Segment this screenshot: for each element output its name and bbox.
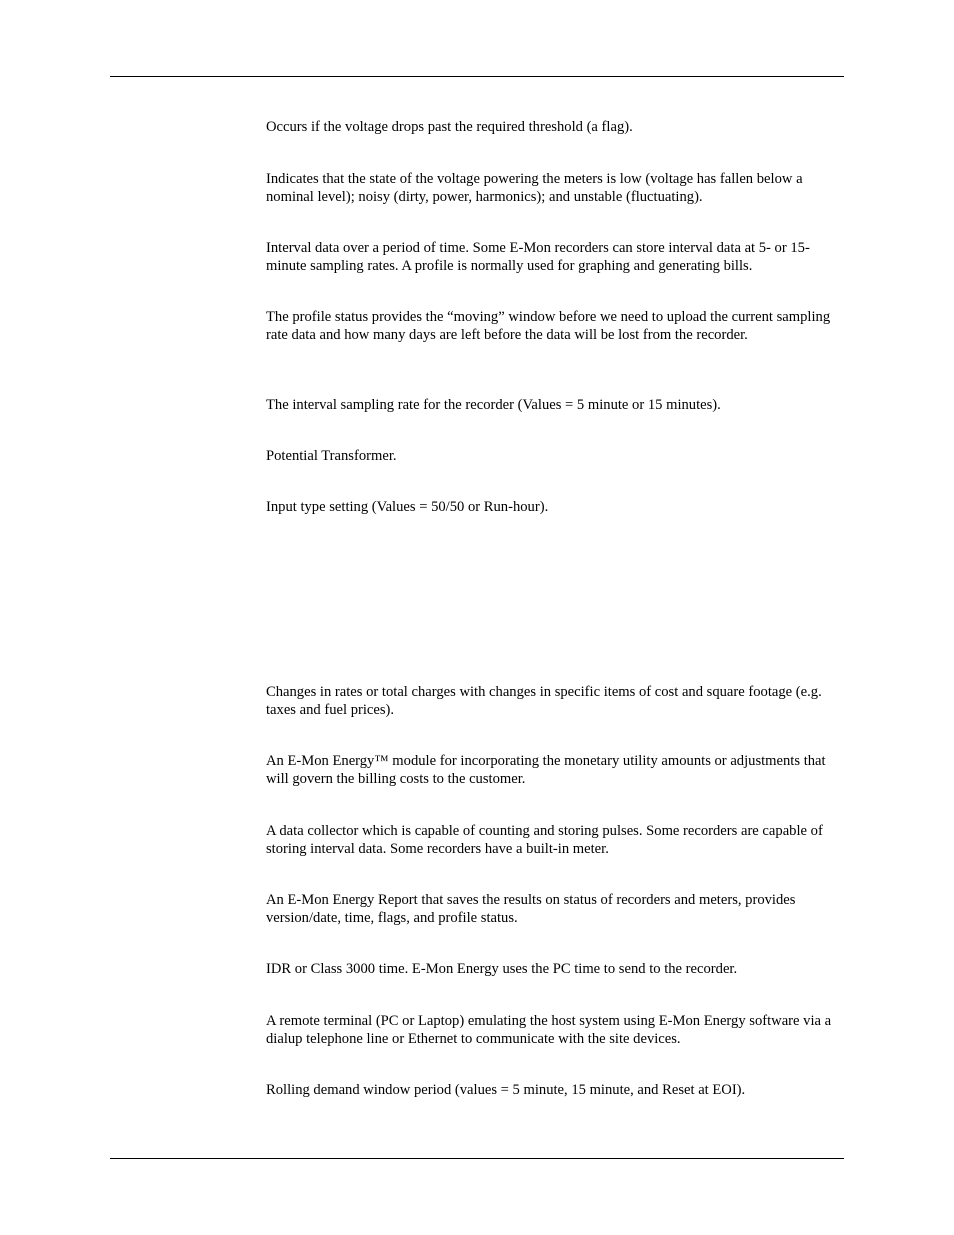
definition-voltage-drop-flag: Occurs if the voltage drops past the required threshold (a flag). [266,119,633,135]
definition-remote-terminal: A remote terminal (PC or Laptop) emulating the host system using E-Mon Energy software via a dialup telephone line or Ethernet to communicate with the site devices. [266,1013,832,1047]
definition-recorder: A data collector which is capable of counting and storing pulses. Some recorders are capable of storing interval data. Some recorders have a built-in meter. [266,823,823,857]
definition-recorder-time: IDR or Class 3000 time. E-Mon Energy uses the PC time to send to the recorder. [266,961,738,977]
definition-rate-module: An E-Mon Energy™ module for incorporating the monetary utility amounts or adjustments that will govern the billing costs to the customer. [266,753,826,787]
header-rule [110,76,844,77]
definition-pt: Potential Transformer. [266,448,397,464]
definition-sampling-rate: The interval sampling rate for the recorder (Values = 5 minute or 15 minutes). [266,397,721,413]
definition-power-quality: Indicates that the state of the voltage powering the meters is low (voltage has fallen below a nominal level); noisy (dirty, power, harmonics); and unstable (fluctuating). [266,171,803,205]
definition-rolling-demand: Rolling demand window period (values = 5 minute, 15 minute, and Reset at EOI). [266,1082,746,1098]
definition-profile: Interval data over a period of time. Some E-Mon recorders can store interval data at 5- or 15-minute sampling rates. A profile is normally used for graphing and generating bills. [266,240,810,274]
footer-rule [110,1158,844,1159]
definition-input-type: Input type setting (Values = 50/50 or Run-hour). [266,499,549,515]
definition-recorder-report: An E-Mon Energy Report that saves the results on status of recorders and meters, provides version/date, time, flags, and profile status. [266,892,796,926]
definition-rate-changes: Changes in rates or total charges with changes in specific items of cost and square footage (e.g. taxes and fuel prices). [266,684,822,718]
definition-profile-status: The profile status provides the “moving” window before we need to upload the current sampling rate data and how many days are left before the data will be lost from the recorder. [266,309,831,343]
